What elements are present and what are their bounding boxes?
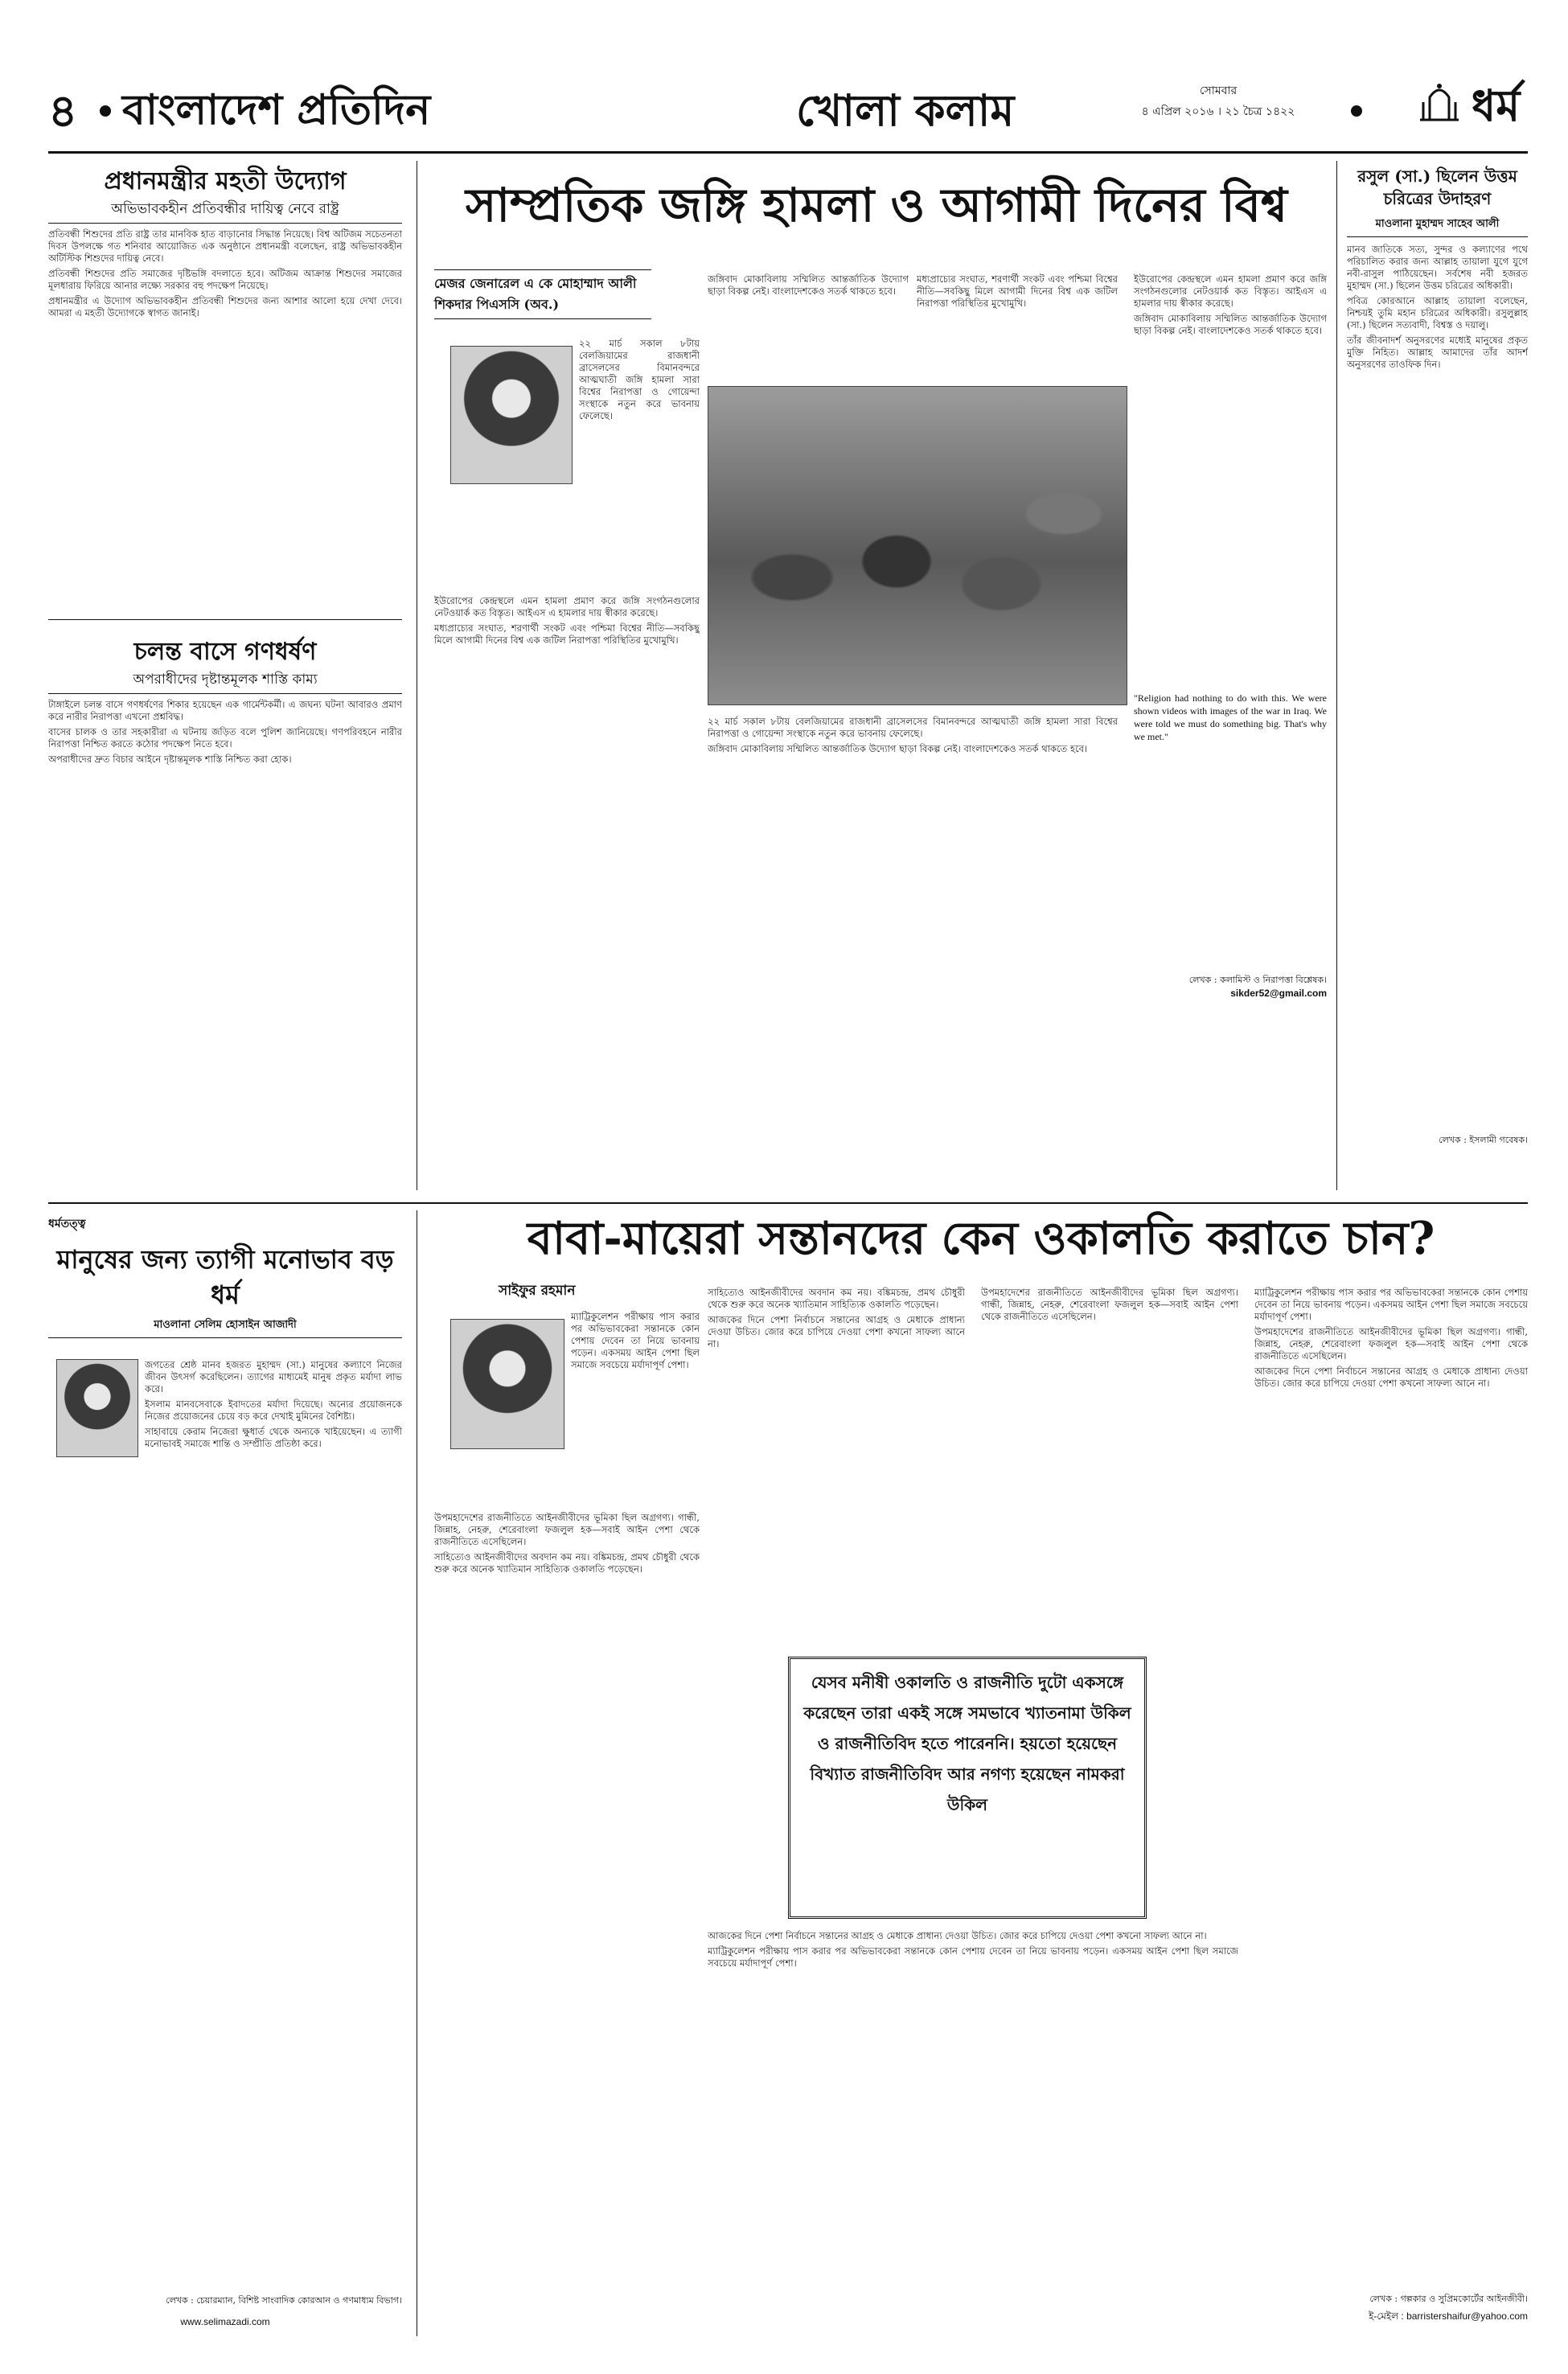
paragraph: জঙ্গিবাদ মোকাবিলায় সম্মিলিত আন্তর্জাতিক উদ্যোগ ছাড়া বিকল্প নেই। বাংলাদেশকেও সতর্ক থাকতে হবে। — [708, 273, 909, 297]
dharma-label: ধর্ম — [1472, 80, 1521, 131]
paragraph: সাহিত্যেও আইনজীবীদের অবদান কম নয়। বঙ্কিমচন্দ্র, প্রমথ চৌধুরী থেকে শুরু করে অনেক খ্যাতিমান সাহিত্যিক ওকালতি পড়েছেন। — [708, 1287, 965, 1310]
religion-article — [1347, 165, 1528, 1148]
bullet-icon — [1351, 105, 1362, 117]
website: www.selimazadi.com — [180, 2316, 270, 2327]
author-note: লেখক : গল্পকার ও সুপ্রিমকোর্টের আইনজীবী। — [1369, 2294, 1528, 2304]
bottom-byline: সাইফুর রহমান — [499, 1283, 576, 1299]
paragraph: ম্যাট্রিকুলেশন পরীক্ষায় পাস করার পর অভিভাবকেরা সন্তানকে কোন পেশায় দেবেন তা নিয়ে ভাবনায় পড়েন। একসময় আইন পেশা ছিল সমাজে সবচেয়ে মর্যাদাপূর্ণ পেশা। — [708, 1945, 1238, 1969]
headline: মানুষের জন্য ত্যাগী মনোভাব বড় ধর্ম — [56, 1244, 394, 1310]
paragraph: সাহাবায়ে কেরাম নিজেরা ক্ষুধার্ত থেকে অন্যকে খাইয়েছেন। এ ত্যাগী মনোভাবই সমাজে শান্তি ও সম্প্রীতি প্রতিষ্ঠা করে। — [145, 1426, 402, 1449]
author-photo — [450, 1319, 564, 1449]
masthead — [48, 76, 1528, 149]
bottom-body-col1 — [571, 1311, 700, 1504]
byline: মাওলানা সেলিম হোসাইন আজাদী — [48, 1317, 402, 1338]
paragraph: আজকের দিনে পেশা নির্বাচনে সন্তানের আগ্রহ ও মেধাকে প্রাধান্য দেওয়া উচিত। জোর করে চাপিয়ে দেওয়া পেশা কখনো সাফল্য আনে না। — [1254, 1366, 1528, 1389]
bottom-headline: বাবা-মায়েরা সন্তানদের কেন ওকালতি করাতে চান? — [527, 1212, 1435, 1265]
section-title: খোলা কলাম — [796, 84, 1015, 136]
paragraph: ম্যাট্রিকুলেশন পরীক্ষায় পাস করার পর অভিভাবকেরা সন্তানকে কোন পেশায় দেবেন তা নিয়ে ভাবনায় পড়েন। একসময় আইন পেশা ছিল সমাজে সবচেয়ে মর্যাদাপূর্ণ পেশা। — [571, 1311, 700, 1370]
paragraph: আজকের দিনে পেশা নির্বাচনে সন্তানের আগ্রহ ও মেধাকে প্রাধান্য দেওয়া উচিত। জোর করে চাপিয়ে দেওয়া পেশা কখনো সাফল্য আনে না। — [708, 1930, 1207, 1941]
editorial-2 — [48, 635, 402, 1149]
paragraph: উপমহাদেশের রাজনীতিতে আইনজীবীদের ভূমিকা ছিল অগ্রগণ্য। গান্ধী, জিন্নাহ, নেহরু, শেরেবাংলা ফজলুল হক—সবাই আইন পেশা থেকে রাজনীতিতে এসেছিলেন। — [1254, 1326, 1528, 1362]
bottom-body-col5 — [708, 1930, 1238, 2308]
pull-quote: যেসব মনীষী ওকালতি ও রাজনীতি দুটো একসঙ্গে করেছেন তারা একই সঙ্গে সমভাবে খ্যাতনামা উকিল ও রাজনীতিবিদ হতে পারেননি। হয়তো হয়েছেন বিখ্যাত রাজনীতিবিদ আর নগণ্য হয়েছেন নামকরা উকিল — [788, 1657, 1147, 1919]
paragraph: টাঙ্গাইলে চলন্ত বাসে গণধর্ষণের শিকার হয়েছেন এক গার্মেন্টকর্মী। এ জঘন্য ঘটনা আবারও প্রমাণ করে নারীর নিরাপত্তা এখনো প্রশ্নবিদ্ধ। — [48, 699, 402, 722]
bottom-body-col4 — [981, 1287, 1238, 1641]
date: ৪ এপ্রিল ২০১৬ । ২১ চৈত্র ১৪২২ — [1141, 105, 1295, 118]
paragraph: অপরাধীদের দ্রুত বিচার আইনে দৃষ্টান্তমূলক শাস্তি নিশ্চিত করা হোক। — [48, 754, 292, 765]
lead-body-col1 — [579, 338, 700, 579]
lead-body-col4 — [917, 273, 1118, 378]
lead-body-col2 — [434, 595, 700, 965]
attack-photo — [708, 386, 1127, 705]
dharmatattwa-section — [48, 1214, 402, 1345]
author-note: লেখক : কলামিস্ট ও নিরাপত্তা বিশ্লেষক। — [1188, 975, 1327, 985]
paragraph: উপমহাদেশের রাজনীতিতে আইনজীবীদের ভূমিকা ছিল অগ্রগণ্য। গান্ধী, জিন্নাহ, নেহরু, শেরেবাংলা ফজলুল হক—সবাই আইন পেশা থেকে রাজনীতিতে এসেছিলেন। — [981, 1287, 1238, 1322]
byline: মাওলানা মুহাম্মদ সাহেব আলী — [1347, 216, 1528, 237]
paragraph: উপমহাদেশের রাজনীতিতে আইনজীবীদের ভূমিকা ছিল অগ্রগণ্য। গান্ধী, জিন্নাহ, নেহরু, শেরেবাংলা ফজলুল হক—সবাই আইন পেশা থেকে রাজনীতিতে এসেছিলেন। — [434, 1512, 700, 1547]
headline: রসুল (সা.) ছিলেন উত্তম চরিত্রের উদাহরণ — [1357, 166, 1517, 208]
paragraph: মধ্যপ্রাচ্যের সংঘাত, শরণার্থী সংকট এবং পশ্চিমা বিশ্বের নীতি—সবকিছু মিলে আগামী দিনের বিশ্ব এক জটিল নিরাপত্তা পরিস্থিতির মুখোমুখি। — [434, 622, 700, 646]
paragraph: ম্যাট্রিকুলেশন পরীক্ষায় পাস করার পর অভিভাবকেরা সন্তানকে কোন পেশায় দেবেন তা নিয়ে ভাবনায় পড়েন। একসময় আইন পেশা ছিল সমাজে সবচেয়ে মর্যাদাপূর্ণ পেশা। — [1254, 1287, 1528, 1322]
bottom-body-col6 — [1254, 1287, 1528, 2276]
section-rule — [48, 1202, 1528, 1204]
lead-body-col5 — [1134, 273, 1327, 676]
paragraph: জঙ্গিবাদ মোকাবিলায় সম্মিলিত আন্তর্জাতিক উদ্যোগ ছাড়া বিকল্প নেই। বাংলাদেশকেও সতর্ক থাকতে হবে। — [708, 743, 1088, 754]
author-email: ই-মেইল : barristershaifur@yahoo.com — [1369, 2310, 1528, 2322]
bottom-body-col3 — [708, 1287, 965, 1641]
paragraph: ২২ মার্চ সকাল ৮টায় বেলজিয়ামের রাজধানী ব্রাসেলসের বিমানবন্দরে আত্মঘাতী জঙ্গি হামলা সারা বিশ্বের নিরাপত্তা ও গোয়েন্দা সংস্থাকে নতুন করে ভাবনায় ফেলেছে। — [579, 338, 700, 421]
paragraph: ইউরোপের কেন্দ্রস্থলে এমন হামলা প্রমাণ করে জঙ্গি সংগঠনগুলোর নেটওয়ার্ক কত বিস্তৃত। আইএস এ হামলার দায় স্বীকার করেছে। — [1134, 273, 1327, 309]
editorial-1 — [48, 165, 402, 590]
paragraph: বাসের চালক ও তার সহকারীরা এ ঘটনায় জড়িত বলে পুলিশ জানিয়েছে। গণপরিবহনে নারীর নিরাপত্তা নিশ্চিত করতে কঠোর পদক্ষেপ নিতে হবে। — [48, 726, 402, 750]
subhead: অভিভাবকহীন প্রতিবন্ধীর দায়িত্ব নেবে রাষ্ট্র — [48, 199, 402, 224]
author-email: sikder52@gmail.com — [1230, 988, 1327, 999]
paragraph: জগতের শ্রেষ্ঠ মানব হজরত মুহাম্মদ (সা.) মানুষের কল্যাণে নিজের জীবন উৎসর্গ করেছিলেন। ত্যাগের মাধ্যমেই মানুষ প্রকৃত মর্যাদা লাভ করে। — [145, 1359, 402, 1394]
paragraph: আজকের দিনে পেশা নির্বাচনে সন্তানের আগ্রহ ও মেধাকে প্রাধান্য দেওয়া উচিত। জোর করে চাপিয়ে দেওয়া পেশা কখনো সাফল্য আনে না। — [708, 1314, 965, 1349]
page-number: ৪ — [48, 84, 78, 138]
paragraph: প্রতিবন্ধী শিশুদের প্রতি রাষ্ট্র তার মানবিক হাত বাড়ানোর সিদ্ধান্ত নিয়েছে। বিশ্ব অটিজম সচেতনতা দিবস উপলক্ষে গত শনিবার আয়োজিত এক অনুষ্ঠানে প্রধানমন্ত্রী বলেছেন, রাষ্ট্র অভিভাবকহীন অটিস্টিক শিশুদের দায়িত্ব নেবে। — [48, 228, 402, 264]
bottom-body-col2 — [434, 1512, 700, 2316]
bullet-icon — [100, 105, 111, 117]
dharmatattwa-body — [145, 1359, 402, 2284]
day: সোমবার — [1199, 84, 1238, 97]
author-note: লেখক : চেয়ারম্যান, বিশিষ্ট সাংবাদিক কোরআন ও গণমাধ্যম বিভাগ। — [166, 2295, 402, 2306]
paragraph: মধ্যপ্রাচ্যের সংঘাত, শরণার্থী সংকট এবং পশ্চিমা বিশ্বের নীতি—সবকিছু মিলে আগামী দিনের বিশ্ব এক জটিল নিরাপত্তা পরিস্থিতির মুখোমুখি। — [917, 273, 1118, 309]
author-photo — [56, 1359, 138, 1457]
author-note: লেখক : ইসলামী গবেষক। — [1439, 1135, 1528, 1145]
paragraph: ইউরোপের কেন্দ্রস্থলে এমন হামলা প্রমাণ করে জঙ্গি সংগঠনগুলোর নেটওয়ার্ক কত বিস্তৃত। আইএস এ হামলার দায় স্বীকার করেছে। — [434, 595, 700, 618]
headline: প্রধানমন্ত্রীর মহতী উদ্যোগ — [104, 167, 347, 195]
lead-body-col6 — [708, 716, 1118, 957]
english-quote: "Religion had nothing to do with this. We were shown videos with images of the war in Iraq. We were told we must do something big. That's why we met." — [1134, 692, 1327, 742]
paper-name: বাংলাদেশ প্রতিদিন — [122, 85, 431, 134]
headline: চলন্ত বাসে গণধর্ষণ — [133, 638, 317, 666]
section-label: ধর্মতত্ত্ব — [48, 1218, 86, 1230]
paragraph: মানব জাতিকে সত্য, সুন্দর ও কল্যাণের পথে পরিচালিত করার জন্য আল্লাহ তায়ালা যুগে যুগে নবী-রাসুল পাঠিয়েছেন। সর্বশেষ নবী হজরত মুহাম্মদ (সা.) ছিলেন উত্তম চরিত্রের অধিকারী। — [1347, 244, 1528, 291]
mosque-icon — [1415, 80, 1463, 125]
masthead-rule — [48, 151, 1528, 154]
author-photo — [450, 346, 573, 484]
subhead: অপরাধীদের দৃষ্টান্তমূলক শাস্তি কাম্য — [48, 669, 402, 694]
lead-headline: সাম্প্রতিক জঙ্গি হামলা ও আগামী দিনের বিশ্ব — [465, 178, 1287, 232]
paragraph: ইসলাম মানবসেবাকে ইবাদতের মর্যাদা দিয়েছে। অন্যের প্রয়োজনকে নিজের প্রয়োজনের চেয়ে বড় করে দেখাই মুমিনের বৈশিষ্ট্য। — [145, 1399, 402, 1422]
paragraph: পবিত্র কোরআনে আল্লাহ তায়ালা বলেছেন, নিশ্চয়ই তুমি মহান চরিত্রের অধিকারী। রসুলুল্লাহ (সা.) ছিলেন সত্যবাদী, বিশ্বস্ত ও দয়ালু। — [1347, 295, 1528, 331]
paragraph: প্রতিবন্ধী শিশুদের প্রতি সমাজের দৃষ্টিভঙ্গি বদলাতে হবে। অটিজম আক্রান্ত শিশুদের সমাজের মূলধারায় ফিরিয়ে আনার লক্ষ্যে সরকার বহু পদক্ষেপ নিয়েছে। — [48, 268, 402, 291]
paragraph: সাহিত্যেও আইনজীবীদের অবদান কম নয়। বঙ্কিমচন্দ্র, প্রমথ চৌধুরী থেকে শুরু করে অনেক খ্যাতিমান সাহিত্যিক ওকালতি পড়েছেন। — [434, 1551, 700, 1575]
paragraph: ২২ মার্চ সকাল ৮টায় বেলজিয়ামের রাজধানী ব্রাসেলসের বিমানবন্দরে আত্মঘাতী জঙ্গি হামলা সারা বিশ্বের নিরাপত্তা ও গোয়েন্দা সংস্থাকে নতুন করে ভাবনায় ফেলেছে। — [708, 716, 1118, 739]
paragraph: প্রধানমন্ত্রীর এ উদ্যোগ অভিভাবকহীন প্রতিবন্ধী শিশুদের জন্য আশার আলো হয়ে দেখা দেবে। আমরা এ মহতী উদ্যোগকে স্বাগত জানাই। — [48, 295, 402, 318]
lead-byline: মেজর জেনারেল এ কে মোহাম্মাদ আলী শিকদার পিএসসি (অব.) — [434, 269, 651, 319]
paragraph: তাঁর জীবনাদর্শ অনুসরণের মধ্যেই মানুষের প্রকৃত মুক্তি নিহিত। আল্লাহ আমাদের তাঁর আদর্শ অনুসরণের তাওফিক দিন। — [1347, 335, 1528, 370]
paragraph: জঙ্গিবাদ মোকাবিলায় সম্মিলিত আন্তর্জাতিক উদ্যোগ ছাড়া বিকল্প নেই। বাংলাদেশকেও সতর্ক থাকতে হবে। — [1134, 313, 1327, 336]
lead-body-col3 — [708, 273, 909, 378]
